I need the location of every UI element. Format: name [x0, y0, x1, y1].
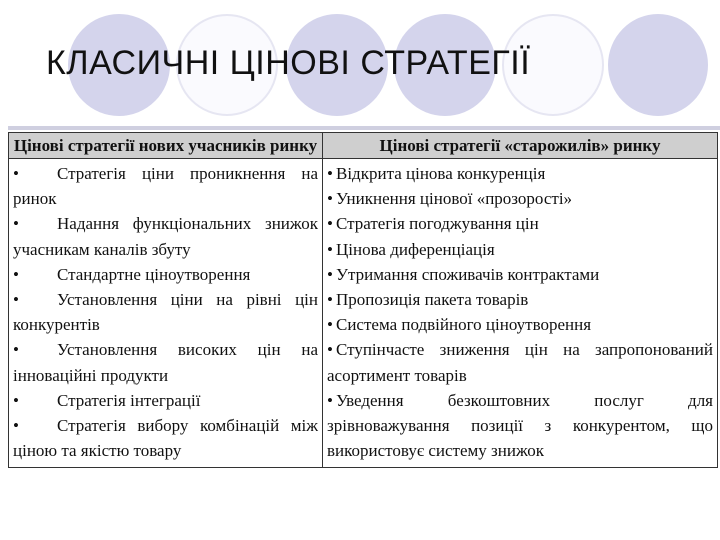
decorative-circle-6 — [608, 14, 708, 116]
item-text: Система подвійного ціноутворення — [336, 315, 592, 335]
list-item — [13, 262, 318, 287]
bullet: • — [327, 390, 333, 410]
list-item — [13, 211, 318, 261]
list-item — [13, 337, 318, 387]
table-row — [9, 159, 718, 468]
item-text: Ступінчасте зниження цін на запропонований асортимент товарів — [327, 340, 713, 385]
bullet: • — [13, 340, 19, 360]
item-text: Цінова диференціація — [336, 239, 495, 259]
bullet: • — [327, 315, 333, 335]
table-header-row — [9, 133, 718, 159]
list-item — [327, 211, 713, 236]
bullet: • — [13, 214, 19, 234]
list-item — [327, 287, 713, 312]
item-text: Установлення високих цін на інноваційні продукти — [13, 340, 318, 385]
list-item — [327, 237, 713, 262]
item-text: Стратегія вибору комбінацій між ціною та якістю товару — [13, 416, 318, 461]
slide-title: КЛАСИЧНІ ЦІНОВІ СТРАТЕГІЇ — [46, 44, 531, 82]
bullet: • — [327, 214, 333, 234]
item-text: Надання функціональних знижок учасникам каналів збуту — [13, 214, 318, 259]
item-text: Стандартне ціноутворення — [57, 264, 251, 284]
list-item — [327, 388, 713, 464]
item-text: Установлення ціни на рівні цін конкурентів — [13, 290, 318, 335]
bullet: • — [327, 189, 333, 209]
pricing-strategies-table — [8, 132, 718, 468]
item-text: Уникнення цінової «прозорості» — [336, 189, 573, 209]
item-text: Стратегія інтеграції — [57, 390, 201, 410]
list-item — [327, 161, 713, 186]
list-item — [13, 413, 318, 463]
item-text: Уведення безкоштовних послуг для зрівноважування позиції з конкурентом, що використовує систему знижок — [327, 390, 713, 461]
item-text: Стратегія ціни проникнення на ринок — [13, 164, 318, 209]
incumbents-strategies-cell — [323, 159, 718, 468]
item-text: Стратегія погоджування цін — [336, 214, 539, 234]
list-item — [327, 262, 713, 287]
bullet: • — [327, 290, 333, 310]
header-new-entrants: Цінові стратегії нових учасників ринку — [9, 133, 323, 159]
bullet: • — [327, 239, 333, 259]
list-item — [327, 312, 713, 337]
list-item — [327, 186, 713, 211]
bullet: • — [13, 164, 19, 183]
bullet: • — [13, 390, 19, 410]
list-item — [13, 161, 318, 211]
item-text: Пропозиція пакета товарів — [336, 290, 529, 310]
title-underline — [8, 126, 720, 130]
header-incumbents: Цінові стратегії «старожилів» ринку — [323, 133, 718, 159]
new-entrants-strategies-cell — [9, 159, 323, 468]
item-text: Утримання споживачів контрактами — [336, 264, 600, 284]
bullet: • — [13, 264, 19, 284]
item-text: Відкрита цінова конкуренція — [336, 164, 546, 183]
list-item — [13, 388, 318, 413]
bullet: • — [327, 264, 333, 284]
bullet: • — [327, 340, 333, 360]
list-item — [327, 337, 713, 387]
list-item — [13, 287, 318, 337]
bullet: • — [13, 416, 19, 436]
bullet: • — [327, 164, 333, 183]
bullet: • — [13, 290, 19, 310]
